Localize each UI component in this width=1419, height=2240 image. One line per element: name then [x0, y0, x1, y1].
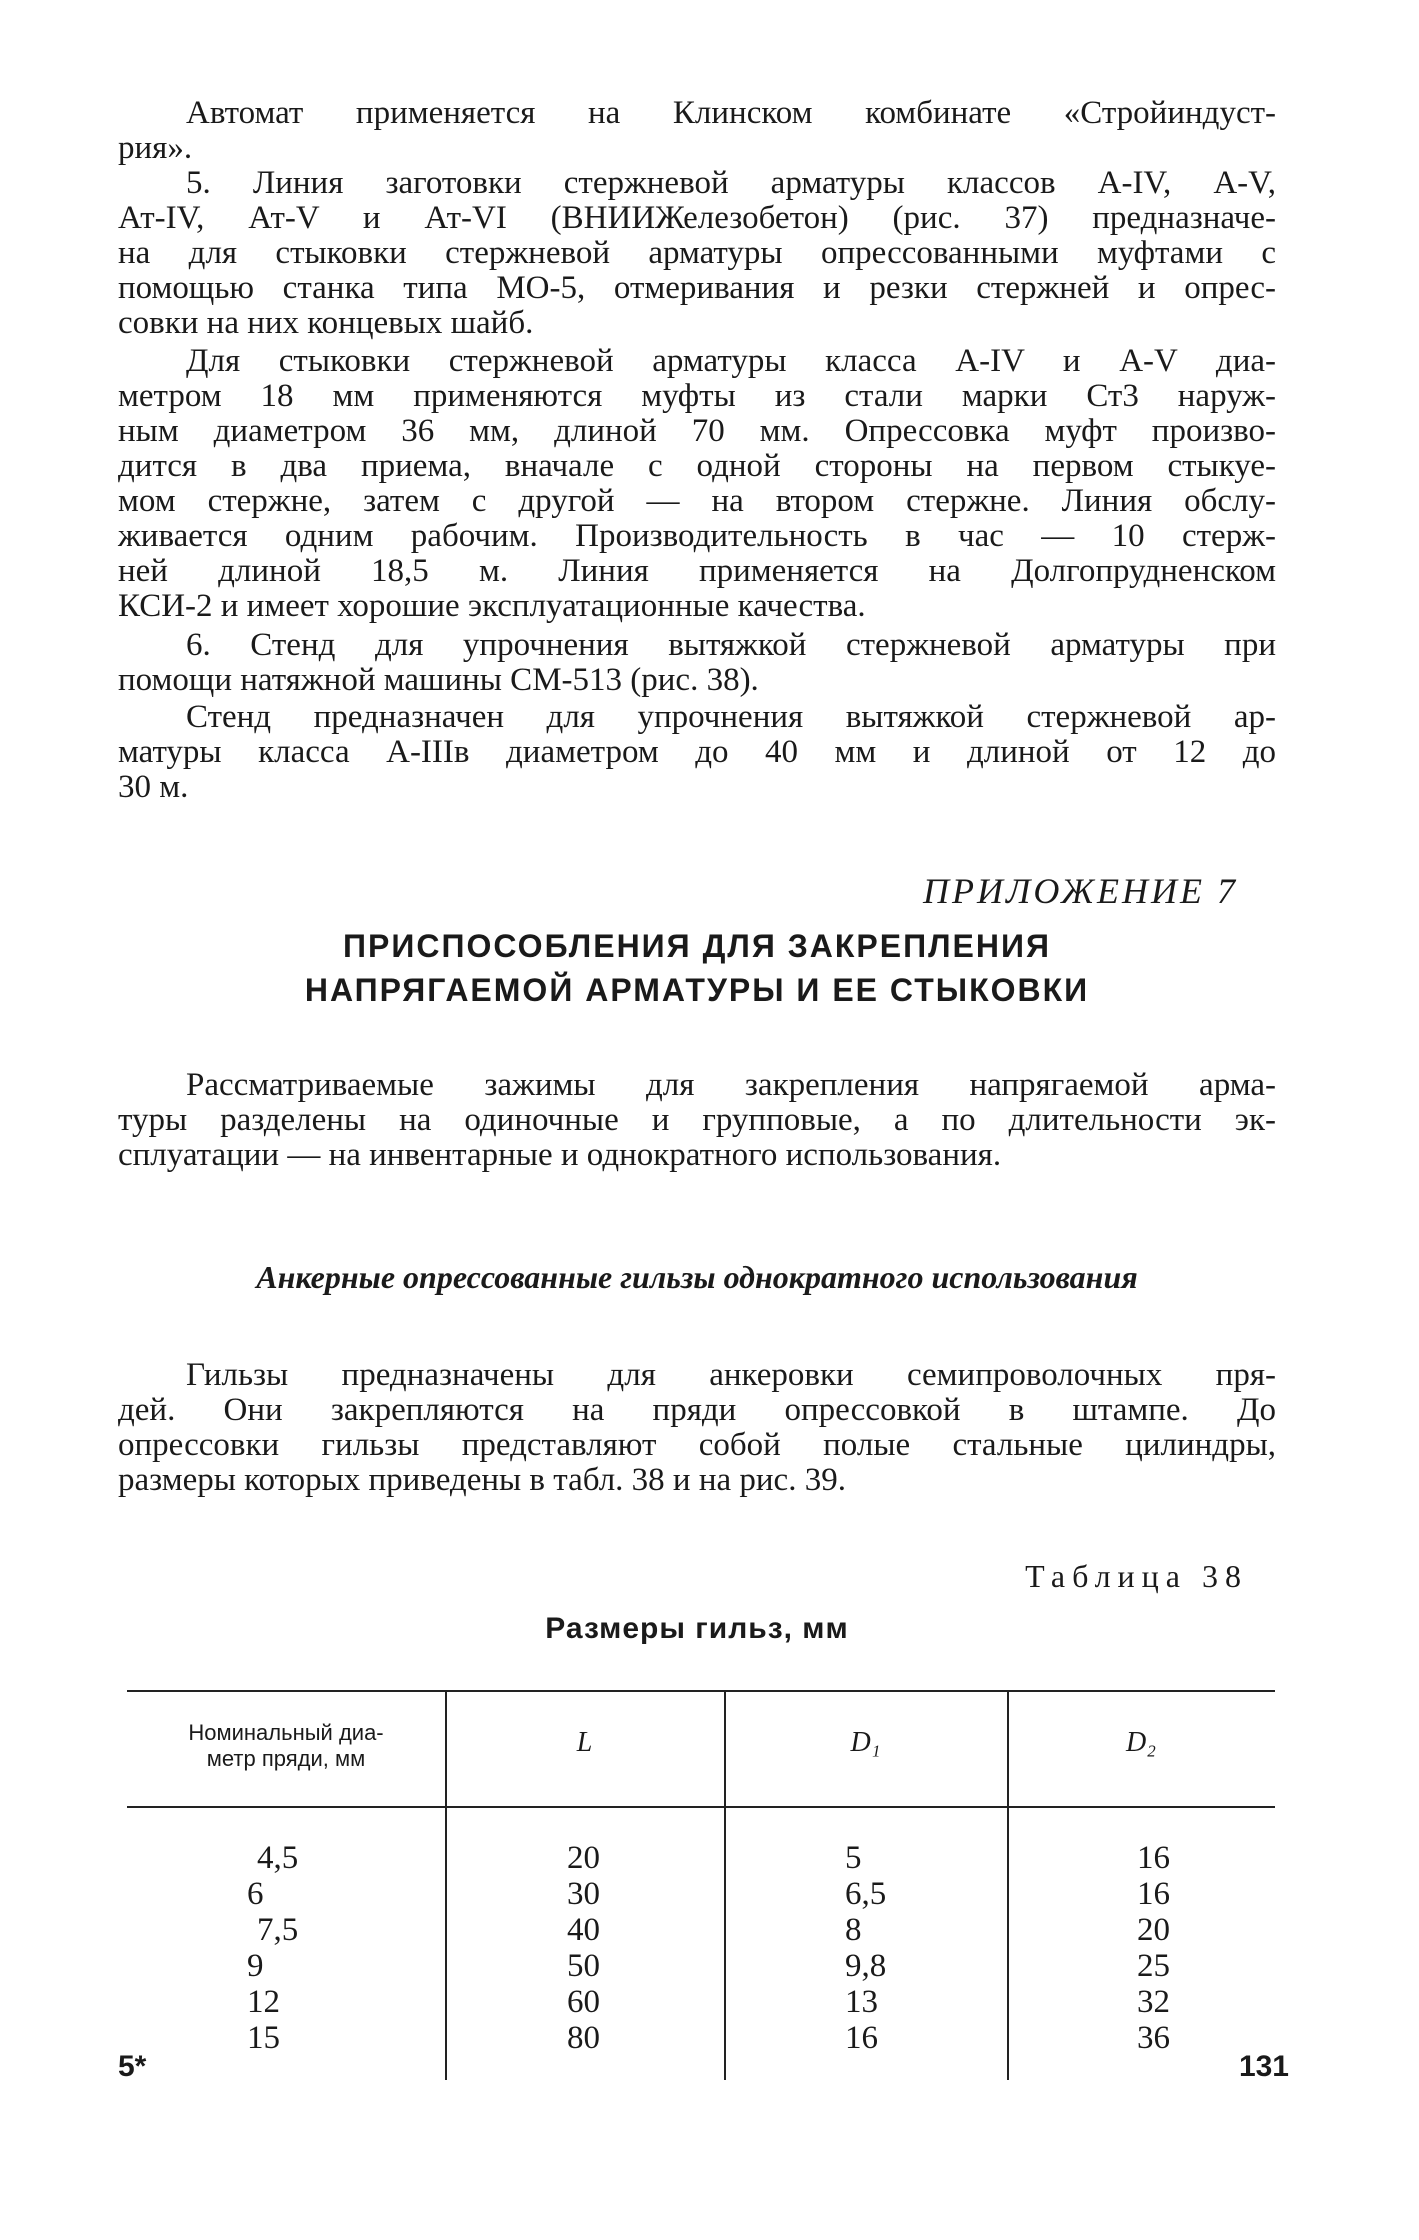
- table-cell: 9: [247, 1948, 264, 1984]
- text-line: метром 18 мм применяются муфты из стали марки Ст3 наруж-: [118, 378, 1276, 414]
- table-cell: 6,5: [845, 1876, 887, 1912]
- table-cell: 32: [1137, 1984, 1170, 2020]
- header-D1: D₁: [850, 1727, 881, 1758]
- table-cell: 4,5: [257, 1840, 299, 1876]
- table-cell: 30: [567, 1876, 600, 1912]
- text-line: совки на них концевых шайб.: [118, 305, 534, 341]
- page-number: 131: [1238, 2050, 1289, 2083]
- table-rule-top: [127, 1690, 1275, 1692]
- text-line: рия».: [118, 130, 193, 166]
- header-L: L: [576, 1727, 593, 1758]
- header-nominal-diameter: [127, 1720, 445, 1772]
- text-line: Рассматриваемые зажимы для закрепления напрягаемой арма-: [186, 1067, 1276, 1103]
- paragraph-item-6: [118, 628, 1276, 698]
- signature-mark: 5*: [118, 2050, 147, 2083]
- table-cell: 80: [567, 2020, 600, 2056]
- column-D2: [1137, 1840, 1170, 2056]
- paragraph-intro: [118, 1068, 1276, 1173]
- table-cell: 60: [567, 1984, 600, 2020]
- text-line: опрессовки гильзы представляют собой полые стальные цилиндры,: [118, 1427, 1276, 1463]
- appendix-title: [118, 924, 1276, 1012]
- text-line: размеры которых приведены в табл. 38 и на рис. 39.: [118, 1462, 846, 1498]
- text-line: сплуатации — на инвентарные и однократного использования.: [118, 1137, 1002, 1173]
- text-line: на для стыковки стержневой арматуры опрессованными муфтами с: [118, 235, 1276, 271]
- paragraph-sleeves: [118, 1358, 1276, 1498]
- text-line: ней длиной 18,5 м. Линия применяется на Долгопрудненском: [118, 553, 1276, 589]
- table-cell: 15: [247, 2020, 280, 2056]
- table-cell: 5: [845, 1840, 862, 1876]
- column-diameter: [247, 1840, 298, 2056]
- table-cell: 16: [1137, 1840, 1170, 1876]
- title-line: НАПРЯГАЕМОЙ АРМАТУРЫ И ЕЕ СТЫКОВКИ: [304, 972, 1090, 1008]
- header-line: метр пряди, мм: [206, 1746, 366, 1771]
- text-line: Стенд предназначен для упрочнения вытяжкой стержневой ар-: [186, 699, 1276, 735]
- table-label: Таблица 38: [1025, 1558, 1248, 1594]
- text-line: живается одним рабочим. Производительность в час — 10 стерж-: [118, 518, 1276, 554]
- text-line: Автомат применяется на Клинском комбинате «Стройиндуст-: [186, 95, 1276, 131]
- appendix-label: ПРИЛОЖЕНИЕ 7: [923, 871, 1238, 911]
- table-cell: 50: [567, 1948, 600, 1984]
- text-line: 30 м.: [118, 769, 189, 805]
- paragraph-item-5: [118, 166, 1276, 341]
- header-line: Номинальный диа-: [188, 1720, 384, 1745]
- text-line: дится в два приема, вначале с одной стороны на первом стыкуе-: [118, 448, 1276, 484]
- table-cell: 25: [1137, 1948, 1170, 1984]
- paragraph-automat: [118, 96, 1276, 166]
- text-line: мом стержне, затем с другой — на втором стержне. Линия обслу-: [118, 483, 1276, 519]
- text-line: 5. Линия заготовки стержневой арматуры классов А-IV, А-V,: [186, 165, 1276, 201]
- paragraph-couplings: [118, 344, 1276, 624]
- column-D1: [845, 1840, 886, 2056]
- text-line: КСИ-2 и имеет хорошие эксплуатационные качества.: [118, 588, 866, 624]
- text-line: помощи натяжной машины СМ-513 (рис. 38).: [118, 662, 759, 698]
- table-cell: 6: [247, 1876, 264, 1912]
- column-L: [567, 1840, 600, 2056]
- table-cell: 36: [1137, 2020, 1170, 2056]
- text-line: дей. Они закрепляются на пряди опрессовкой в штампе. До: [118, 1392, 1276, 1428]
- text-line: ным диаметром 36 мм, длиной 70 мм. Опрессовка муфт произво-: [118, 413, 1276, 449]
- text-line: матуры класса А-IIIв диаметром до 40 мм и длиной от 12 до: [118, 734, 1276, 770]
- table-cell: 20: [567, 1840, 600, 1876]
- table-rule-header: [127, 1806, 1275, 1808]
- title-line: ПРИСПОСОБЛЕНИЯ ДЛЯ ЗАКРЕПЛЕНИЯ: [343, 928, 1051, 964]
- table-cell: 12: [247, 1984, 280, 2020]
- table-cell: 16: [1137, 1876, 1170, 1912]
- table-cell: 13: [845, 1984, 878, 2020]
- text-line: Ат-IV, Ат-V и Ат-VI (ВНИИЖелезобетон) (рис. 37) предназначе-: [118, 200, 1276, 236]
- text-line: 6. Стенд для упрочнения вытяжкой стержневой арматуры при: [186, 627, 1276, 663]
- header-D2: D₂: [1126, 1727, 1156, 1758]
- text-line: помощью станка типа МО-5, отмеривания и резки стержней и опрес-: [118, 270, 1276, 306]
- table-cell: 16: [845, 2020, 878, 2056]
- table-cell: 9,8: [845, 1948, 887, 1984]
- table-cell: 8: [845, 1912, 862, 1948]
- section-subheading: Анкерные опрессованные гильзы однократного использования: [256, 1259, 1138, 1295]
- text-line: Для стыковки стержневой арматуры класса А-IV и А-V диа-: [186, 343, 1276, 379]
- table-cell: 20: [1137, 1912, 1170, 1948]
- table-cell: 7,5: [257, 1912, 299, 1948]
- table-caption: Размеры гильз, мм: [545, 1612, 849, 1645]
- paragraph-stand: [118, 700, 1276, 805]
- text-line: Гильзы предназначены для анкеровки семипроволочных пря-: [186, 1357, 1276, 1393]
- text-line: туры разделены на одиночные и групповые, а по длительности эк-: [118, 1102, 1276, 1138]
- table-cell: 40: [567, 1912, 600, 1948]
